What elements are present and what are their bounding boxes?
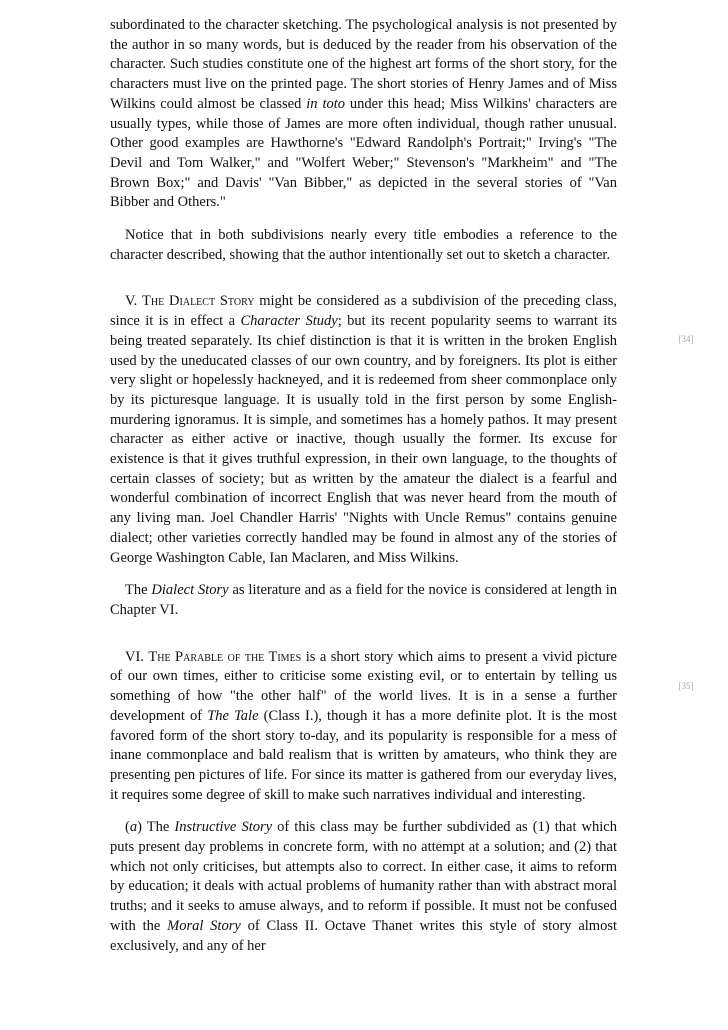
paragraph-dialect-literature: The Dialect Story as literature and as a field for the novice is considered at length in Chapter VI. <box>110 582 617 618</box>
paragraph-dialect-story: V. The Dialect Story might be considered as a subdivision of the preceding class, since it is in effect a Character Study; but its recent popularity seems to warrant its being treated separately. Its chief distinction is that it is written in the broken English used by the uneducated classes of our own country, and by foreigners. Its plot is either very slight or hopelessly hackneyed, and it is redeemed from sheer commonplace only by its picturesque language. It is usually told in the first person by some English-murdering ignoramus. It is simple, and sometimes has a homely pathos. It may present character as either active or inactive, though usually the former. Its excuse for existence is that it gives truthful expression, in their own language, to the thoughts of certain classes of society; but as written by the amateur the dialect is a fearful and wonderful combination of incorrect English that was never heard from the mouth of any living man. Joel Chandler Harris' "Nights with Uncle Remus" contains genuine dialect; other varieties correctly handled may be found in almost any of the stories of George Washington Cable, Ian Maclaren, and Miss Wilkins. <box>110 293 618 566</box>
paragraph-instructive-story: (a) The Instructive Story of this class may be further subdivided as (1) that which puts present day problems in concrete form, with no attempt at a solution; and (2) that which not only criticises, but attempts also to correct. In either case, it aims to reform by education; it deals with actual problems of humanity rather than with abstract moral truths; and it seeks to amuse always, and to reform if possible. It must not be confused with the Moral Story of Class II. Octave Thanet writes this style of story almost exclusively, and any of her <box>110 819 617 954</box>
page-body <box>110 16 617 956</box>
page-number-35: [35] <box>678 681 694 691</box>
section-heading-parable-of-times: The Parable of the Times <box>148 648 302 665</box>
paragraph-character-study-continued: subordinated to the character sketching. The psychological analysis is not presented by the author in so many words, but is deduced by the reader from his observation of the character. Such studies constitute one of the highest art forms of the short story, for the characters must live on the printed page. The short stories of Henry James and of Miss Wilkins could almost be classed in toto under this head; Miss Wilkins' characters are usually types, while those of James are more often individual, though rather unusual. Other good examples are Hawthorne's "Edward Randolph's Portrait;" Irving's "The Devil and Tom Walker," and "Wolfert Weber;" Stevenson's "Markheim" and "The Brown Box;" and Davis' "Van Bibber," as depicted in the several stories of "Van Bibber and Others." <box>110 17 617 211</box>
paragraph-subdivisions-note: Notice that in both subdivisions nearly every title embodies a reference to the character described, showing that the author intentionally set out to sketch a character. <box>110 227 617 263</box>
paragraph-parable-of-times: VI. The Parable of the Times is a short story which aims to present a vivid picture of our own times, either to criticise some existing evil, or to entertain by telling us something of how "the other half" of the world lives. It is in a sense a further development of The Tale (Class I.), though it has a more definite plot. It is the most favored form of the short story to-day, and its popularity is responsible for a mess of inane commonplace and bald realism that is written by amateurs, who think they are presenting pen pictures of life. For since its matter is gathered from our everyday lives, it requires some degree of skill to make such narratives individual and interesting. <box>110 648 617 803</box>
section-heading-dialect-story: The Dialect Story <box>142 293 255 310</box>
page-number-34: [34] <box>678 334 694 344</box>
